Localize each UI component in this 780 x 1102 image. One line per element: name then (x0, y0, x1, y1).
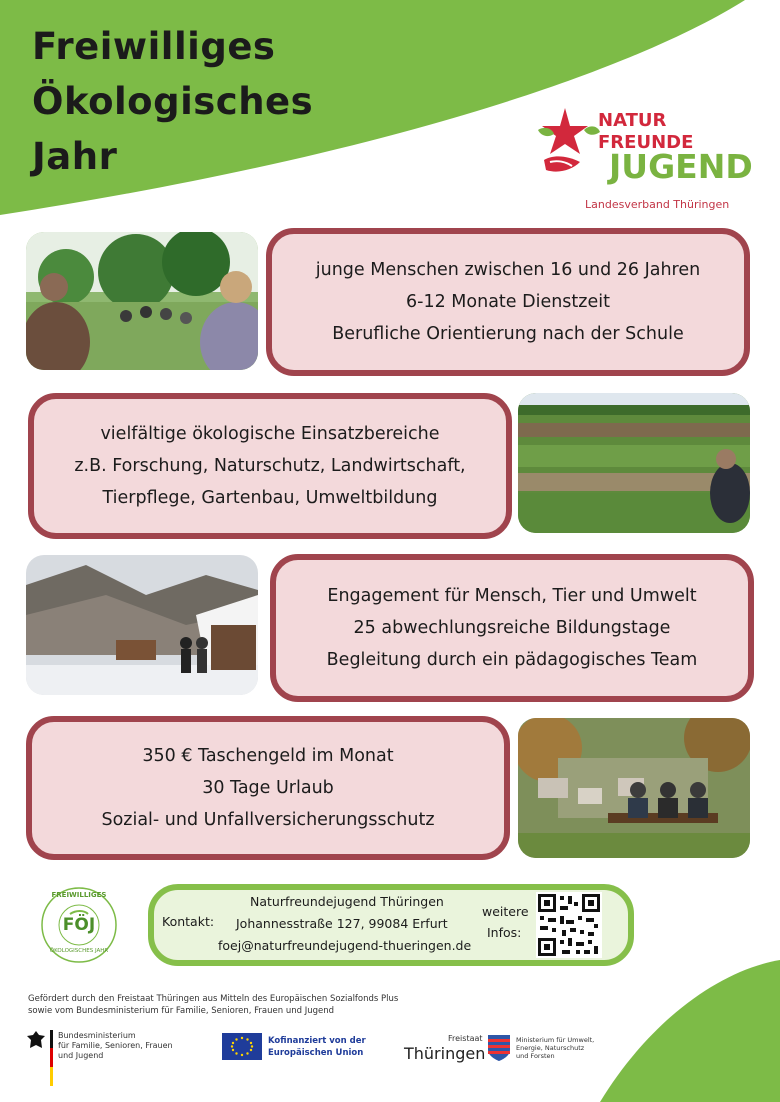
thueringen-wordmark: Thüringen (404, 1044, 486, 1063)
federal-eagle-icon (26, 1030, 46, 1052)
eu-text-line-2: Europäischen Union (268, 1048, 364, 1058)
eu-text-line-1: Kofinanziert von der (268, 1036, 366, 1046)
title-line-3: Jahr (32, 135, 118, 178)
info-line: 6-12 Monate Dienstzeit (406, 292, 610, 312)
info-line: 350 € Taschengeld im Monat (142, 746, 394, 766)
title-line-2: Ökologisches (32, 80, 314, 123)
info-line: Berufliche Orientierung nach der Schule (332, 324, 684, 344)
info-box-areas (28, 393, 512, 539)
contact-more-line-2: Infos: (487, 925, 522, 940)
thueringen-lion-shield-icon (487, 1034, 511, 1062)
footer-green-wave (580, 960, 780, 1102)
info-line: junge Menschen zwischen 16 und 26 Jahren (315, 260, 701, 280)
logo-text-jugend: JUGEND (609, 147, 753, 186)
info-line: Begleitung durch ein pädagogisches Team (326, 650, 698, 670)
bmfsfj-line-3: und Jugend (58, 1051, 104, 1060)
info-line: z.B. Forschung, Naturschutz, Landwirtschaft, (74, 456, 466, 476)
logo-text-natur: NATUR (598, 110, 667, 131)
qr-code-icon[interactable] (536, 892, 602, 958)
info-box-engagement (270, 554, 754, 702)
contact-email[interactable]: foej@naturfreundejugend-thueringen.de (218, 938, 472, 953)
foej-badge-top-text: FREIWILLIGES (51, 891, 107, 899)
info-line: 25 abwechlungsreiche Bildungstage (353, 618, 671, 638)
photo-group-circle (26, 232, 258, 370)
info-line: vielfältige ökologische Einsatzbereiche (100, 424, 440, 444)
foej-badge (40, 886, 118, 964)
funding-note-line-1: Gefördert durch den Freistaat Thüringen aus Mitteln des Europäischen Sozialfonds Plus (28, 994, 399, 1004)
eu-flag-icon (222, 1033, 262, 1060)
thueringen-small-label: Freistaat (448, 1034, 483, 1043)
info-line: 30 Tage Urlaub (202, 778, 334, 798)
info-line: Engagement für Mensch, Tier und Umwelt (327, 586, 697, 606)
german-flag-bar (50, 1030, 53, 1086)
bmfsfj-line-1: Bundesministerium (58, 1031, 136, 1040)
info-line: Sozial- und Unfallversicherungsschutz (101, 810, 435, 830)
foej-badge-center-text: FÖJ (62, 915, 96, 935)
info-line: Tierpflege, Gartenbau, Umweltbildung (102, 488, 438, 508)
naturfreundejugend-logo-icon (532, 100, 602, 190)
bmfsfj-line-2: für Familie, Senioren, Frauen (58, 1041, 173, 1050)
foej-badge-bottom-text: ÖKOLOGISCHES JAHR (49, 948, 109, 954)
contact-label: Kontakt: (162, 914, 215, 929)
photo-bench-valley (518, 718, 750, 858)
info-box-age (266, 228, 750, 376)
ministry-line-1: Ministerium für Umwelt, (516, 1036, 595, 1044)
contact-org: Naturfreundejugend Thüringen (250, 894, 444, 909)
title-line-1: Freiwilliges (32, 25, 276, 68)
photo-winter-hut (26, 555, 258, 695)
contact-more-line-1: weitere (482, 904, 529, 919)
logo-subtitle: Landesverband Thüringen (585, 198, 730, 211)
ministry-line-3: und Forsten (516, 1052, 555, 1060)
funding-note-line-2: sowie vom Bundesministerium für Familie, Senioren, Frauen und Jugend (28, 1006, 334, 1016)
ministry-line-2: Energie, Naturschutz (516, 1044, 585, 1052)
photo-field-work (518, 393, 750, 533)
contact-address: Johannesstraße 127, 99084 Erfurt (236, 916, 448, 931)
info-box-benefits (26, 716, 510, 860)
logo-text-freunde: FREUNDE (598, 132, 694, 153)
